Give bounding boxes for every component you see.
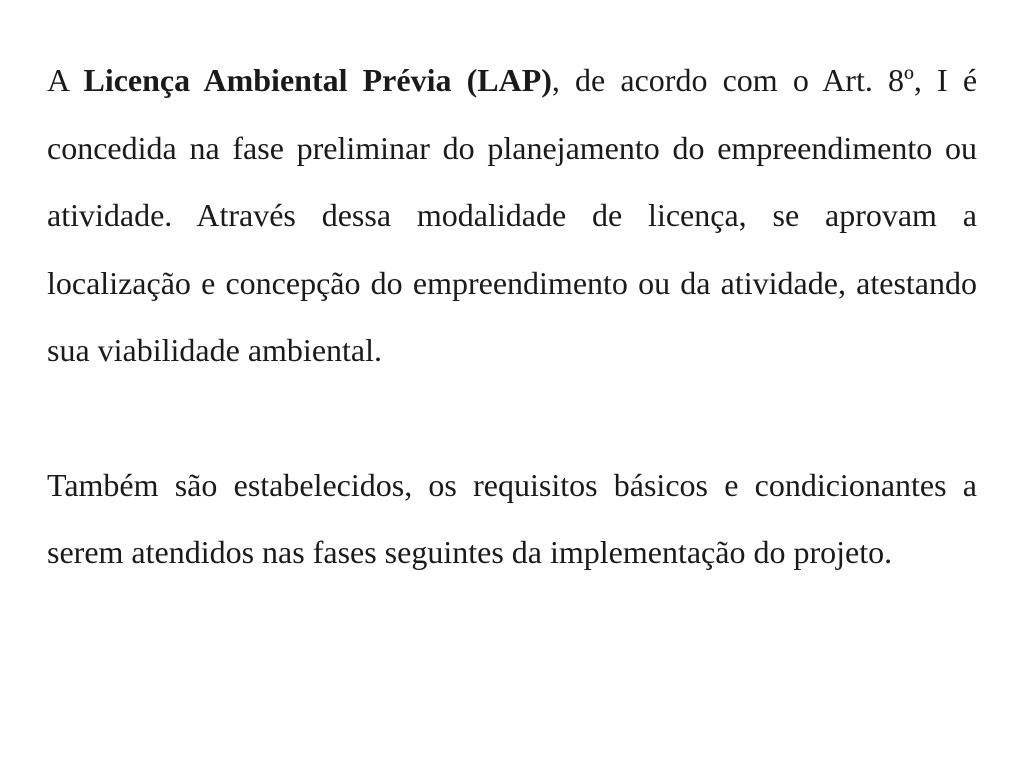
lap-term: Licença Ambiental Prévia (LAP) xyxy=(83,62,552,98)
paragraph-body: , de acordo com o Art. 8º, I é concedida na fase preliminar do planejamento do empreendimento ou atividade. Através dessa modalidade de licença, se aprovam a localização e concepção do empreendimento ou da atividade, atestando sua viabilidade ambiental. xyxy=(47,62,978,368)
paragraph-lead: A xyxy=(47,62,84,98)
paragraph-text: Também são estabelecidos, os requisitos básicos e condicionantes a serem atendidos nas fases seguintes da implementação do projeto. xyxy=(47,466,977,570)
paragraph-lap-definition xyxy=(47,47,977,385)
paragraph-requirements xyxy=(47,452,977,587)
